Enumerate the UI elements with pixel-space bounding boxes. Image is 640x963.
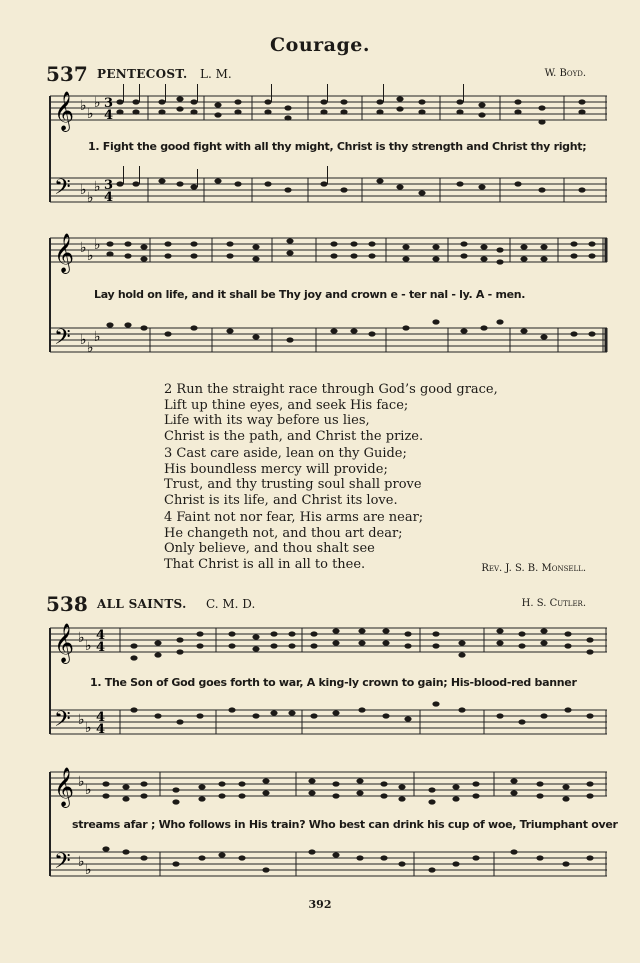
- bass-clef: 𝄢: [54, 849, 71, 879]
- composer: H. S. Cutler.: [521, 598, 586, 609]
- svg-text:♭: ♭: [80, 182, 87, 198]
- svg-text:♭: ♭: [85, 638, 92, 654]
- svg-text:♭: ♭: [78, 774, 85, 790]
- bass-clef: 𝄢: [54, 175, 71, 205]
- bass-staff: [50, 852, 607, 876]
- hymn-number: 537: [46, 62, 88, 86]
- svg-text:♭: ♭: [94, 179, 101, 195]
- svg-text:♭: ♭: [87, 340, 94, 356]
- tune-name: PENTECOST.: [97, 67, 188, 81]
- stems: [124, 84, 464, 187]
- hymn-number: 538: [46, 592, 88, 616]
- bass-staff: [50, 178, 607, 202]
- svg-text:4: 4: [96, 722, 106, 737]
- svg-text:♭: ♭: [94, 329, 101, 345]
- svg-text:♭: ♭: [94, 95, 101, 111]
- svg-text:4: 4: [104, 108, 114, 123]
- treble-notes: [106, 238, 595, 264]
- svg-text:♭: ♭: [85, 720, 92, 736]
- treble-clef: 𝄞: [54, 767, 75, 807]
- svg-text:3: 3: [104, 96, 114, 111]
- svg-text:♭: ♭: [85, 782, 92, 798]
- bass-clef: 𝄢: [54, 707, 71, 737]
- stanza-2: 2 Run the straight race through God’s good grace, Lift up thine eyes, and seek His face; Life with its way before us lies, Christ is the path, and Christ the prize.: [164, 382, 498, 444]
- tune-name: ALL SAINTS.: [97, 597, 187, 611]
- svg-text:4: 4: [96, 628, 106, 643]
- treble-notes: [130, 628, 593, 660]
- composer: W. Boyd.: [544, 68, 586, 79]
- svg-text:4: 4: [96, 710, 106, 725]
- svg-text:♭: ♭: [87, 190, 94, 206]
- stanza-4: 4 Faint not nor fear, His arms are near; He changeth not, and thou art dear; Only believe, and thou shalt see That Christ is all in all to thee.: [164, 510, 424, 572]
- svg-text:4: 4: [104, 190, 114, 205]
- svg-text:♭: ♭: [85, 862, 92, 878]
- hymn-537-lyrics-line-1: 1. Fight the good fight with all thy might, Christ is thy strength and Christ thy right;: [88, 140, 587, 153]
- bass-notes: [102, 846, 593, 872]
- meter: L. M.: [200, 67, 232, 81]
- treble-notes: [102, 778, 593, 804]
- stanza-3: 3 Cast care aside, lean on thy Guide; His boundless mercy will provide; Trust, and thy trusting soul shall prove Christ is its life, and Christ its love.: [164, 446, 422, 508]
- bass-notes: [130, 701, 593, 724]
- bass-clef: 𝄢: [54, 325, 71, 355]
- hymn-538-lyrics-line-1: 1. The Son of God goes forth to war, A king-ly crown to gain; His-blood-red banner: [90, 676, 577, 689]
- hymn-537-lyrics-line-2: Lay hold on life, and it shall be Thy joy and crown e - ter nal - ly. A - men.: [94, 288, 526, 301]
- svg-text:3: 3: [104, 178, 114, 193]
- svg-text:♭: ♭: [87, 106, 94, 122]
- svg-text:♭: ♭: [80, 332, 87, 348]
- author: Rev. J. S. B. Monsell.: [481, 563, 586, 574]
- hymn-538-lyrics-line-2: streams afar ; Who follows in His train? Who best can drink his cup of woe, Triumphant over: [72, 818, 618, 831]
- treble-clef: 𝄞: [54, 623, 75, 663]
- bass-notes: [116, 178, 585, 195]
- page-number: 392: [308, 898, 332, 911]
- svg-text:♭: ♭: [87, 248, 94, 264]
- svg-text:♭: ♭: [78, 712, 85, 728]
- svg-text:♭: ♭: [94, 237, 101, 253]
- svg-text:♭: ♭: [80, 98, 87, 114]
- svg-text:♭: ♭: [78, 854, 85, 870]
- treble-clef: 𝄞: [54, 91, 75, 131]
- svg-text:4: 4: [96, 640, 106, 655]
- page-title: Courage.: [270, 34, 370, 56]
- bass-notes: [106, 319, 595, 342]
- treble-clef: 𝄞: [54, 233, 75, 273]
- svg-text:♭: ♭: [78, 630, 85, 646]
- treble-staff: [50, 96, 607, 120]
- svg-text:♭: ♭: [80, 240, 87, 256]
- treble-staff: [50, 772, 607, 796]
- meter: C. M. D.: [206, 597, 256, 611]
